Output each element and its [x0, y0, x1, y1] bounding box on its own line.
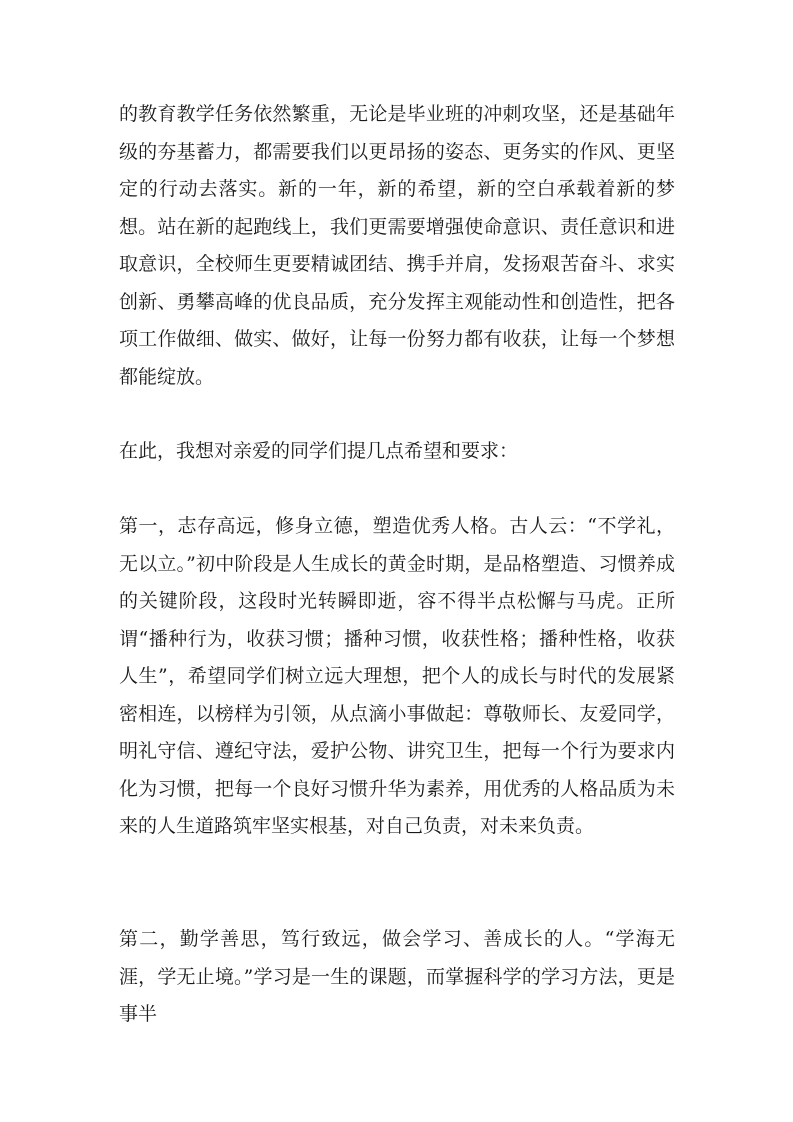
paragraph-transition: 在此，我想对亲爱的同学们提几点希望和要求：	[119, 440, 519, 462]
paragraph-point-two-block	[119, 921, 675, 1034]
paragraph-point-one: 第一，志存高远，修身立德，塑造优秀人格。古人云：“不学礼，无以立。”初中阶段是人生成长的黄金时期，是品格塑造、习惯养成的关键阶段，这段时光转瞬即逝，容不得半点松懈与马虎。正所谓“播种行为，收获习惯；播种习惯，收获性格；播种性格，收获人生”，希望同学们树立远大理想，把个人的成长与时代的发展紧密相连，以榜样为引领，从点滴小事做起：尊敬师长、友爱同学，明礼守信、遵纪守法，爱护公物、讲究卫生，把每一个行为要求内化为习惯，把每一个良好习惯升华为素养，用优秀的人格品质为未来的人生道路筑牢坚实根基，对自己负责，对未来负责。	[119, 515, 675, 837]
paragraph-point-two: 第二，勤学善思，笃行致远，做会学习、善成长的人。“学海无涯，学无止境。”学习是一生的课题，而掌握科学的学习方法，更是事半	[119, 928, 675, 1025]
paragraph-point-one-block	[119, 508, 675, 846]
paragraph-transition-block	[119, 433, 675, 471]
paragraph-intro: 的教育教学任务依然繁重，无论是毕业班的冲刺攻坚，还是基础年级的夯基蓄力，都需要我们以更昂扬的姿态、更务实的作风、更坚定的行动去落实。新的一年，新的希望，新的空白承载着新的梦想。站在新的起跑线上，我们更需要增强使命意识、责任意识和进取意识，全校师生更要精诚团结、携手并肩，发扬艰苦奋斗、求实创新、勇攀高峰的优良品质，充分发挥主观能动性和创造性，把各项工作做细、做实、做好，让每一份努力都有收获，让每一个梦想都能绽放。	[119, 103, 675, 388]
paragraph-intro-block	[119, 96, 675, 396]
